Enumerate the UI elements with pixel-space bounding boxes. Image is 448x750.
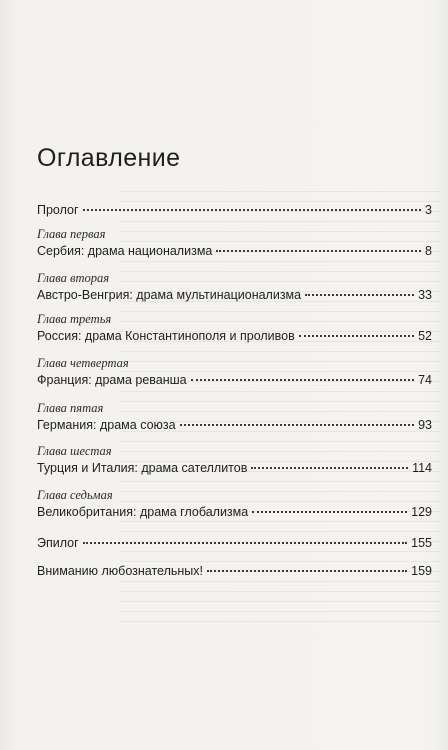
chapter-kicker: Глава пятая [37,401,104,415]
toc-entry-prologue[interactable] [37,201,432,219]
entry-label: Турция и Италия: драма сателлитов [37,461,248,475]
entry-page-number: 114 [412,461,432,475]
entry-page-number: 8 [425,244,432,258]
dot-leader [305,294,414,296]
toc-entry-epilogue[interactable] [37,534,432,552]
entry-page-number: 129 [411,505,432,519]
entry-label: Австро-Венгрия: драма мультинационализма [37,288,302,302]
entry-label: Эпилог [37,536,79,550]
dot-leader [207,570,407,572]
dot-leader [251,467,408,469]
entry-page-number: 155 [411,536,432,550]
entry-page-number: 74 [418,373,432,387]
dot-leader [191,379,414,381]
toc-entry-chapter-1[interactable] [37,226,432,260]
entry-page-number: 52 [418,329,432,343]
dot-leader [180,424,414,426]
entry-label: Вниманию любознательных! [37,564,203,578]
page-title: Оглавление [37,144,181,172]
chapter-kicker: Глава шестая [37,444,112,458]
chapter-kicker: Глава четвертая [37,356,129,370]
entry-label: Сербия: драма национализма [37,244,213,258]
dot-leader [83,542,407,544]
entry-label: Россия: драма Константинополя и проливов [37,329,295,343]
chapter-kicker: Глава вторая [37,271,110,285]
entry-label: Великобритания: драма глобализма [37,505,249,519]
dot-leader [299,335,414,337]
entry-page-number: 93 [418,418,432,432]
entry-page-number: 3 [425,203,432,217]
entry-label: Пролог [37,203,79,217]
dot-leader [252,511,407,513]
dot-leader [216,250,421,252]
toc-entry-chapter-6[interactable] [37,443,432,477]
toc-entry-chapter-7[interactable] [37,487,432,521]
toc-entry-chapter-4[interactable] [37,355,432,389]
toc-entry-curious-readers[interactable] [37,562,432,580]
entry-page-number: 159 [411,564,432,578]
entry-label: Германия: драма союза [37,418,176,432]
dot-leader [83,209,421,211]
toc-entry-chapter-2[interactable] [37,270,432,304]
chapter-kicker: Глава седьмая [37,488,113,502]
toc-entry-chapter-5[interactable] [37,400,432,434]
toc-entry-chapter-3[interactable] [37,311,432,345]
entry-label: Франция: драма реванша [37,373,187,387]
chapter-kicker: Глава первая [37,227,106,241]
entry-page-number: 33 [418,288,432,302]
chapter-kicker: Глава третья [37,312,112,326]
